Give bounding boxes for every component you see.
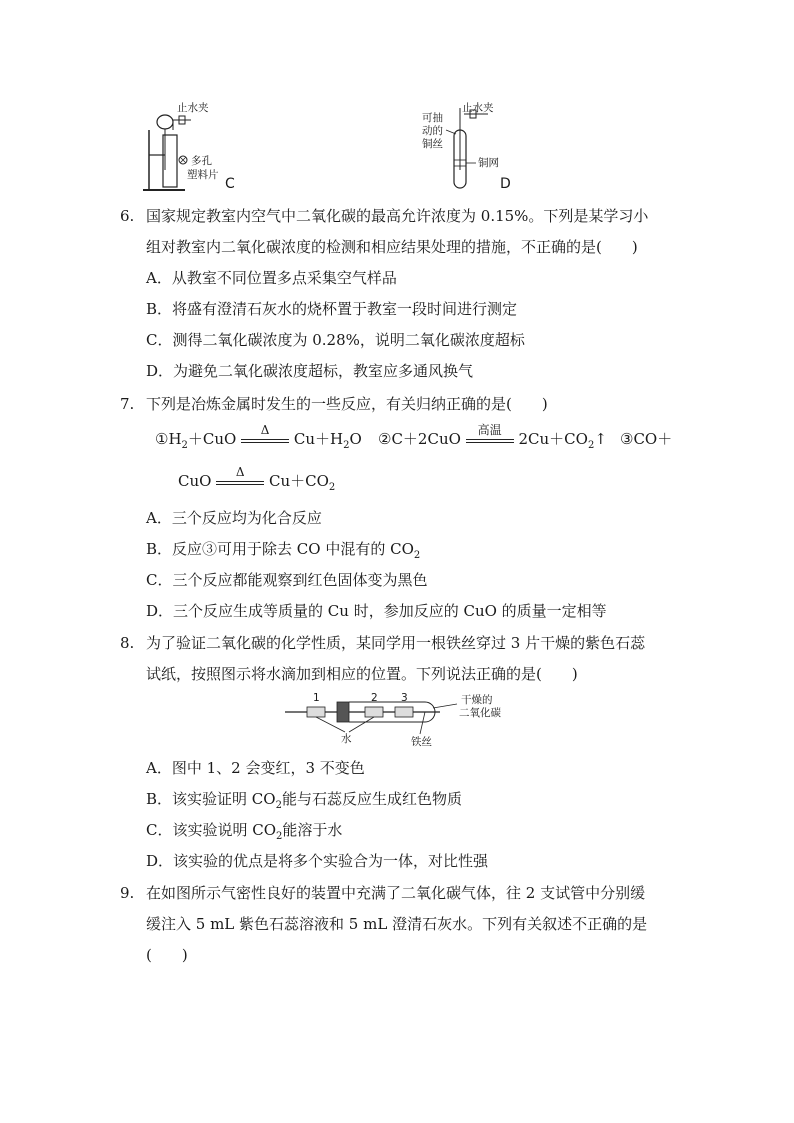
- q7-option-b[interactable]: [146, 540, 420, 565]
- q7-option-c[interactable]: C．三个反应都能观察到红色固体变为黑色: [146, 571, 428, 589]
- fig-c-clamp-label: 止水夹: [177, 102, 209, 114]
- q8-stem-line2: 试纸，按照图示将水滴加到相应的位置。下列说法正确的是( ): [146, 665, 578, 683]
- q9-number: 9.: [120, 884, 135, 902]
- q7-r3-arrow: [216, 465, 264, 485]
- q7-r2-condition: 高温: [477, 423, 502, 437]
- fig-d-wire-label-1: 可抽: [422, 112, 443, 124]
- q8-option-b-text2: 能与石蕊反应生成红色物质: [281, 790, 462, 808]
- q8-option-c[interactable]: [146, 821, 342, 846]
- q8-option-b[interactable]: [146, 790, 462, 815]
- q7-r2-right: 2Cu＋CO: [518, 430, 588, 448]
- q8-fig-label-3: 3: [401, 692, 408, 704]
- figure-c: [135, 100, 245, 195]
- q7-option-b-text: B．反应③可用于除去 CO 中混有的 CO: [146, 540, 414, 558]
- q7-r2-left: ②C＋2CuO: [378, 430, 461, 448]
- q7-r3-left2: CuO: [178, 472, 212, 490]
- fig-d-letter: D: [500, 176, 511, 192]
- q9-stem-line1: 在如图所示气密性良好的装置中充满了二氧化碳气体，往 2 支试管中分别缓: [146, 884, 646, 902]
- q8-fig-wire-label: 铁丝: [411, 736, 432, 748]
- q7-option-b-sub: 2: [413, 550, 421, 561]
- q7-reaction-3-start: ③CO＋: [620, 430, 673, 448]
- fig-d-wire-label-2: 动的: [422, 125, 443, 137]
- q8-stem-line1: 为了验证二氧化碳的化学性质，某同学用一根铁丝穿过 3 片干燥的紫色石蕊: [146, 634, 646, 652]
- fig-d-wire-label-3: 铜丝: [422, 138, 443, 150]
- q7-reaction-2: [378, 423, 607, 455]
- q7-r2-right2: ↑: [594, 430, 607, 448]
- fig-c-plate-label: 多孔: [191, 155, 212, 167]
- q7-stem: 下列是冶炼金属时发生的一些反应，有关归纳正确的是( ): [146, 395, 548, 413]
- q8-fig-dry-label-2: 二氧化碳: [459, 707, 501, 719]
- fig-c-letter: C: [225, 176, 235, 192]
- q9-stem-line3: ( ): [146, 946, 188, 964]
- q7-r1-right: Cu＋H: [293, 430, 344, 448]
- q7-r2-arrow: [466, 423, 514, 443]
- q7-r1-right-sub: 2: [343, 440, 350, 451]
- q9-stem-line2: 缓注入 5 mL 紫色石蕊溶液和 5 mL 澄清石灰水。下列有关叙述不正确的是: [146, 915, 648, 933]
- q7-r1-condition: Δ: [260, 423, 270, 437]
- q8-option-b-sub: 2: [275, 800, 282, 811]
- q7-r1-right2: O: [349, 430, 362, 448]
- q8-number: 8.: [120, 634, 135, 652]
- fig-d-clamp-label: 止水夹: [462, 102, 494, 114]
- q8-option-b-text1: B．该实验证明 CO: [146, 790, 276, 808]
- q7-number: 7.: [120, 395, 135, 413]
- q8-fig-label-1: 1: [313, 692, 320, 704]
- q8-option-c-text1: C．该实验说明 CO: [146, 821, 277, 839]
- q6-stem-line1: 国家规定教室内空气中二氧化碳的最高允许浓度为 0.15%。下列是某学习小: [146, 207, 649, 225]
- q6-stem-line2: 组对教室内二氧化碳浓度的检测和相应结果处理的措施，不正确的是( ): [146, 238, 638, 256]
- q6-number: 6.: [120, 207, 135, 225]
- q7-r3-condition: Δ: [235, 465, 245, 479]
- q8-figure: [285, 690, 525, 750]
- fig-d-mesh-label: 铜网: [478, 157, 499, 169]
- q7-r1-left: ①H: [155, 430, 182, 448]
- q8-fig-label-2: 2: [371, 692, 378, 704]
- q7-r2-sub: 2: [587, 440, 595, 451]
- q8-option-c-sub: 2: [276, 831, 283, 842]
- q7-r1-arrow: [241, 423, 289, 443]
- q7-r1-sub: 2: [181, 440, 188, 451]
- q7-option-a[interactable]: A．三个反应均为化合反应: [146, 509, 322, 527]
- q8-fig-water-label: 水: [341, 733, 352, 745]
- q7-reaction-1: [155, 423, 362, 455]
- fig-c-plate-label-2: 塑料片: [187, 169, 219, 181]
- q8-option-c-text2: 能溶于水: [282, 821, 343, 839]
- q7-r3-right: Cu＋CO: [269, 472, 329, 490]
- q6-option-d[interactable]: D．为避免二氧化碳浓度超标，教室应多通风换气: [146, 362, 474, 380]
- q7-r3-sub: 2: [328, 482, 336, 493]
- q7-r1-left2: ＋CuO: [187, 430, 237, 448]
- q8-option-a[interactable]: A．图中 1、2 会变红，3 不变色: [146, 759, 365, 777]
- q8-option-d[interactable]: D．该实验的优点是将多个实验合为一体，对比性强: [146, 852, 489, 870]
- q7-reaction-3: [178, 465, 336, 497]
- figure-d: [418, 100, 528, 195]
- q6-option-b[interactable]: B．将盛有澄清石灰水的烧杯置于教室一段时间进行测定: [146, 300, 518, 318]
- q8-fig-dry-label-1: 干燥的: [461, 694, 493, 706]
- q7-option-d[interactable]: D．三个反应生成等质量的 Cu 时，参加反应的 CuO 的质量一定相等: [146, 602, 607, 620]
- q6-option-c[interactable]: C．测得二氧化碳浓度为 0.28%，说明二氧化碳浓度超标: [146, 331, 525, 349]
- q6-option-a[interactable]: A．从教室不同位置多点采集空气样品: [146, 269, 397, 287]
